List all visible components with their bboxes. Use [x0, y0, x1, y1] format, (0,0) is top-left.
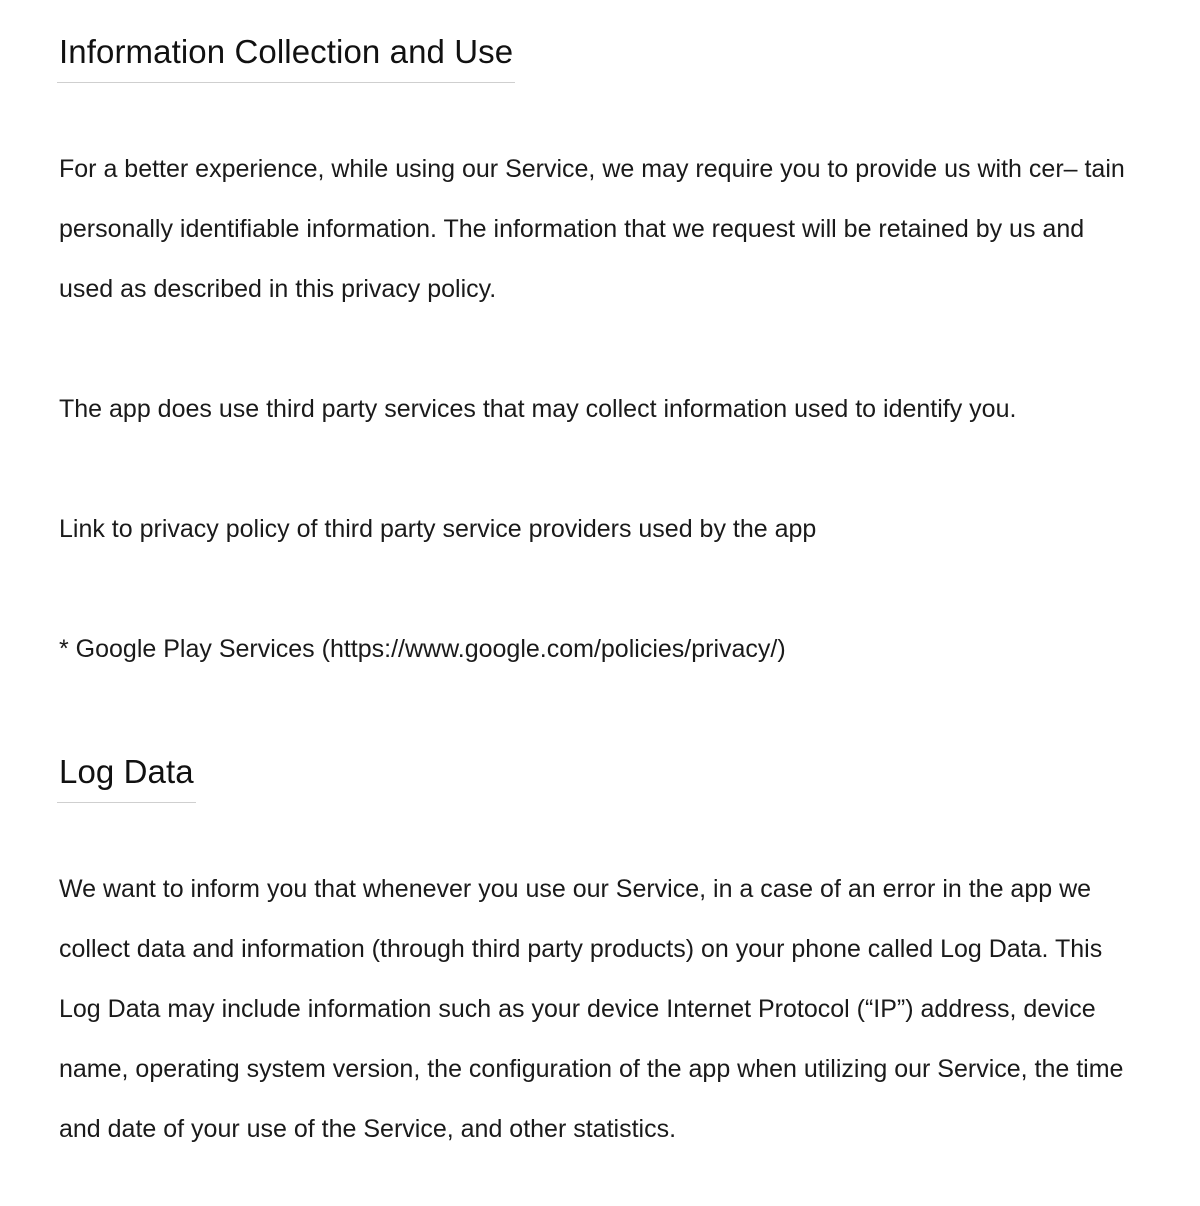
google-play-services-item: * Google Play Services (https://www.google.com/policies/privacy/): [59, 635, 786, 663]
third-party-paragraph: The app does use third party services that may collect information used to identify you.: [59, 395, 1017, 423]
info-collection-heading-container: [57, 32, 515, 83]
info-collection-heading: Information Collection and Use: [59, 33, 514, 70]
log-data-heading: Log Data: [59, 753, 194, 790]
third-party-link-intro: Link to privacy policy of third party service providers used by the app: [59, 515, 817, 543]
info-collection-paragraph: For a better experience, while using our Service, we may require you to provide us with cer– tain personally identifiable information. The information that we request will be retained by us and used as described in this privacy policy.: [59, 155, 1125, 303]
log-data-paragraph: We want to inform you that whenever you use our Service, in a case of an error in the app we collect data and information (through third party products) on your phone called Log Data. This Log Data may include information such as your device Internet Protocol (“IP”) address, device name, operating system version, the configuration of the app when utilizing our Service, the time and date of your use of the Service, and other statistics.: [59, 875, 1124, 1143]
log-data-heading-container: [57, 752, 196, 803]
